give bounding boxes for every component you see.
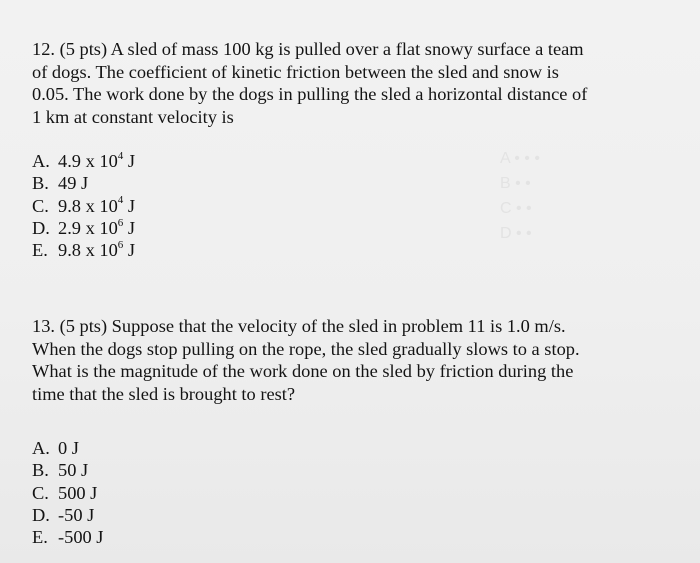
question-12-stem-line: 1 km at constant velocity is (32, 106, 234, 127)
question-12-stem-line: 12. (5 pts) A sled of mass 100 kg is pulled over a flat snowy surface a team (32, 39, 584, 59)
show-through-text: B • • (500, 175, 531, 192)
choice-12-e: E. 9.8 x $10^6$ J (32, 239, 136, 261)
question-12-stem-line: of dogs. The coefficient of kinetic friction between the sled and snow is (32, 61, 559, 82)
show-through-text: C • • (500, 200, 532, 217)
choice-12-d: D. 2.9 x $10^6$ J (32, 216, 136, 238)
choice-13-c: C. 500 J (32, 482, 98, 503)
question-13-stem-line: 13. (5 pts) Suppose that the velocity of the sled in problem 11 is 1.0 m/s. (32, 316, 566, 336)
question-13-stem (32, 315, 672, 405)
choice-13-b: B. 50 J (32, 460, 89, 481)
question-12 (32, 38, 672, 261)
question-13-stem-line: What is the magnitude of the work done on the sled by friction during the (32, 361, 574, 381)
question-12-choices (32, 150, 672, 261)
question-12-stem (32, 38, 672, 128)
question-13 (32, 315, 672, 548)
choice-12-b: B. 49 J (32, 173, 89, 194)
question-13-stem-line: time that the sled is brought to rest? (32, 383, 296, 404)
show-through-text: D • • (500, 225, 532, 242)
question-13-choices (32, 437, 672, 548)
question-12-stem-line: 0.05. The work done by the dogs in pulling the sled a horizontal distance of (32, 84, 588, 104)
choice-13-a: A. 0 J (32, 438, 79, 458)
show-through-text: A • • • (500, 150, 540, 167)
choice-12-a: A. 4.9 x $10^4$ J (32, 149, 136, 171)
choice-13-e: E. -500 J (32, 527, 104, 548)
question-13-stem-line: When the dogs stop pulling on the rope, the sled gradually slows to a stop. (32, 338, 580, 359)
choice-12-c: C. 9.8 x $10^4$ J (32, 194, 136, 216)
choice-13-d: D. -50 J (32, 504, 95, 525)
